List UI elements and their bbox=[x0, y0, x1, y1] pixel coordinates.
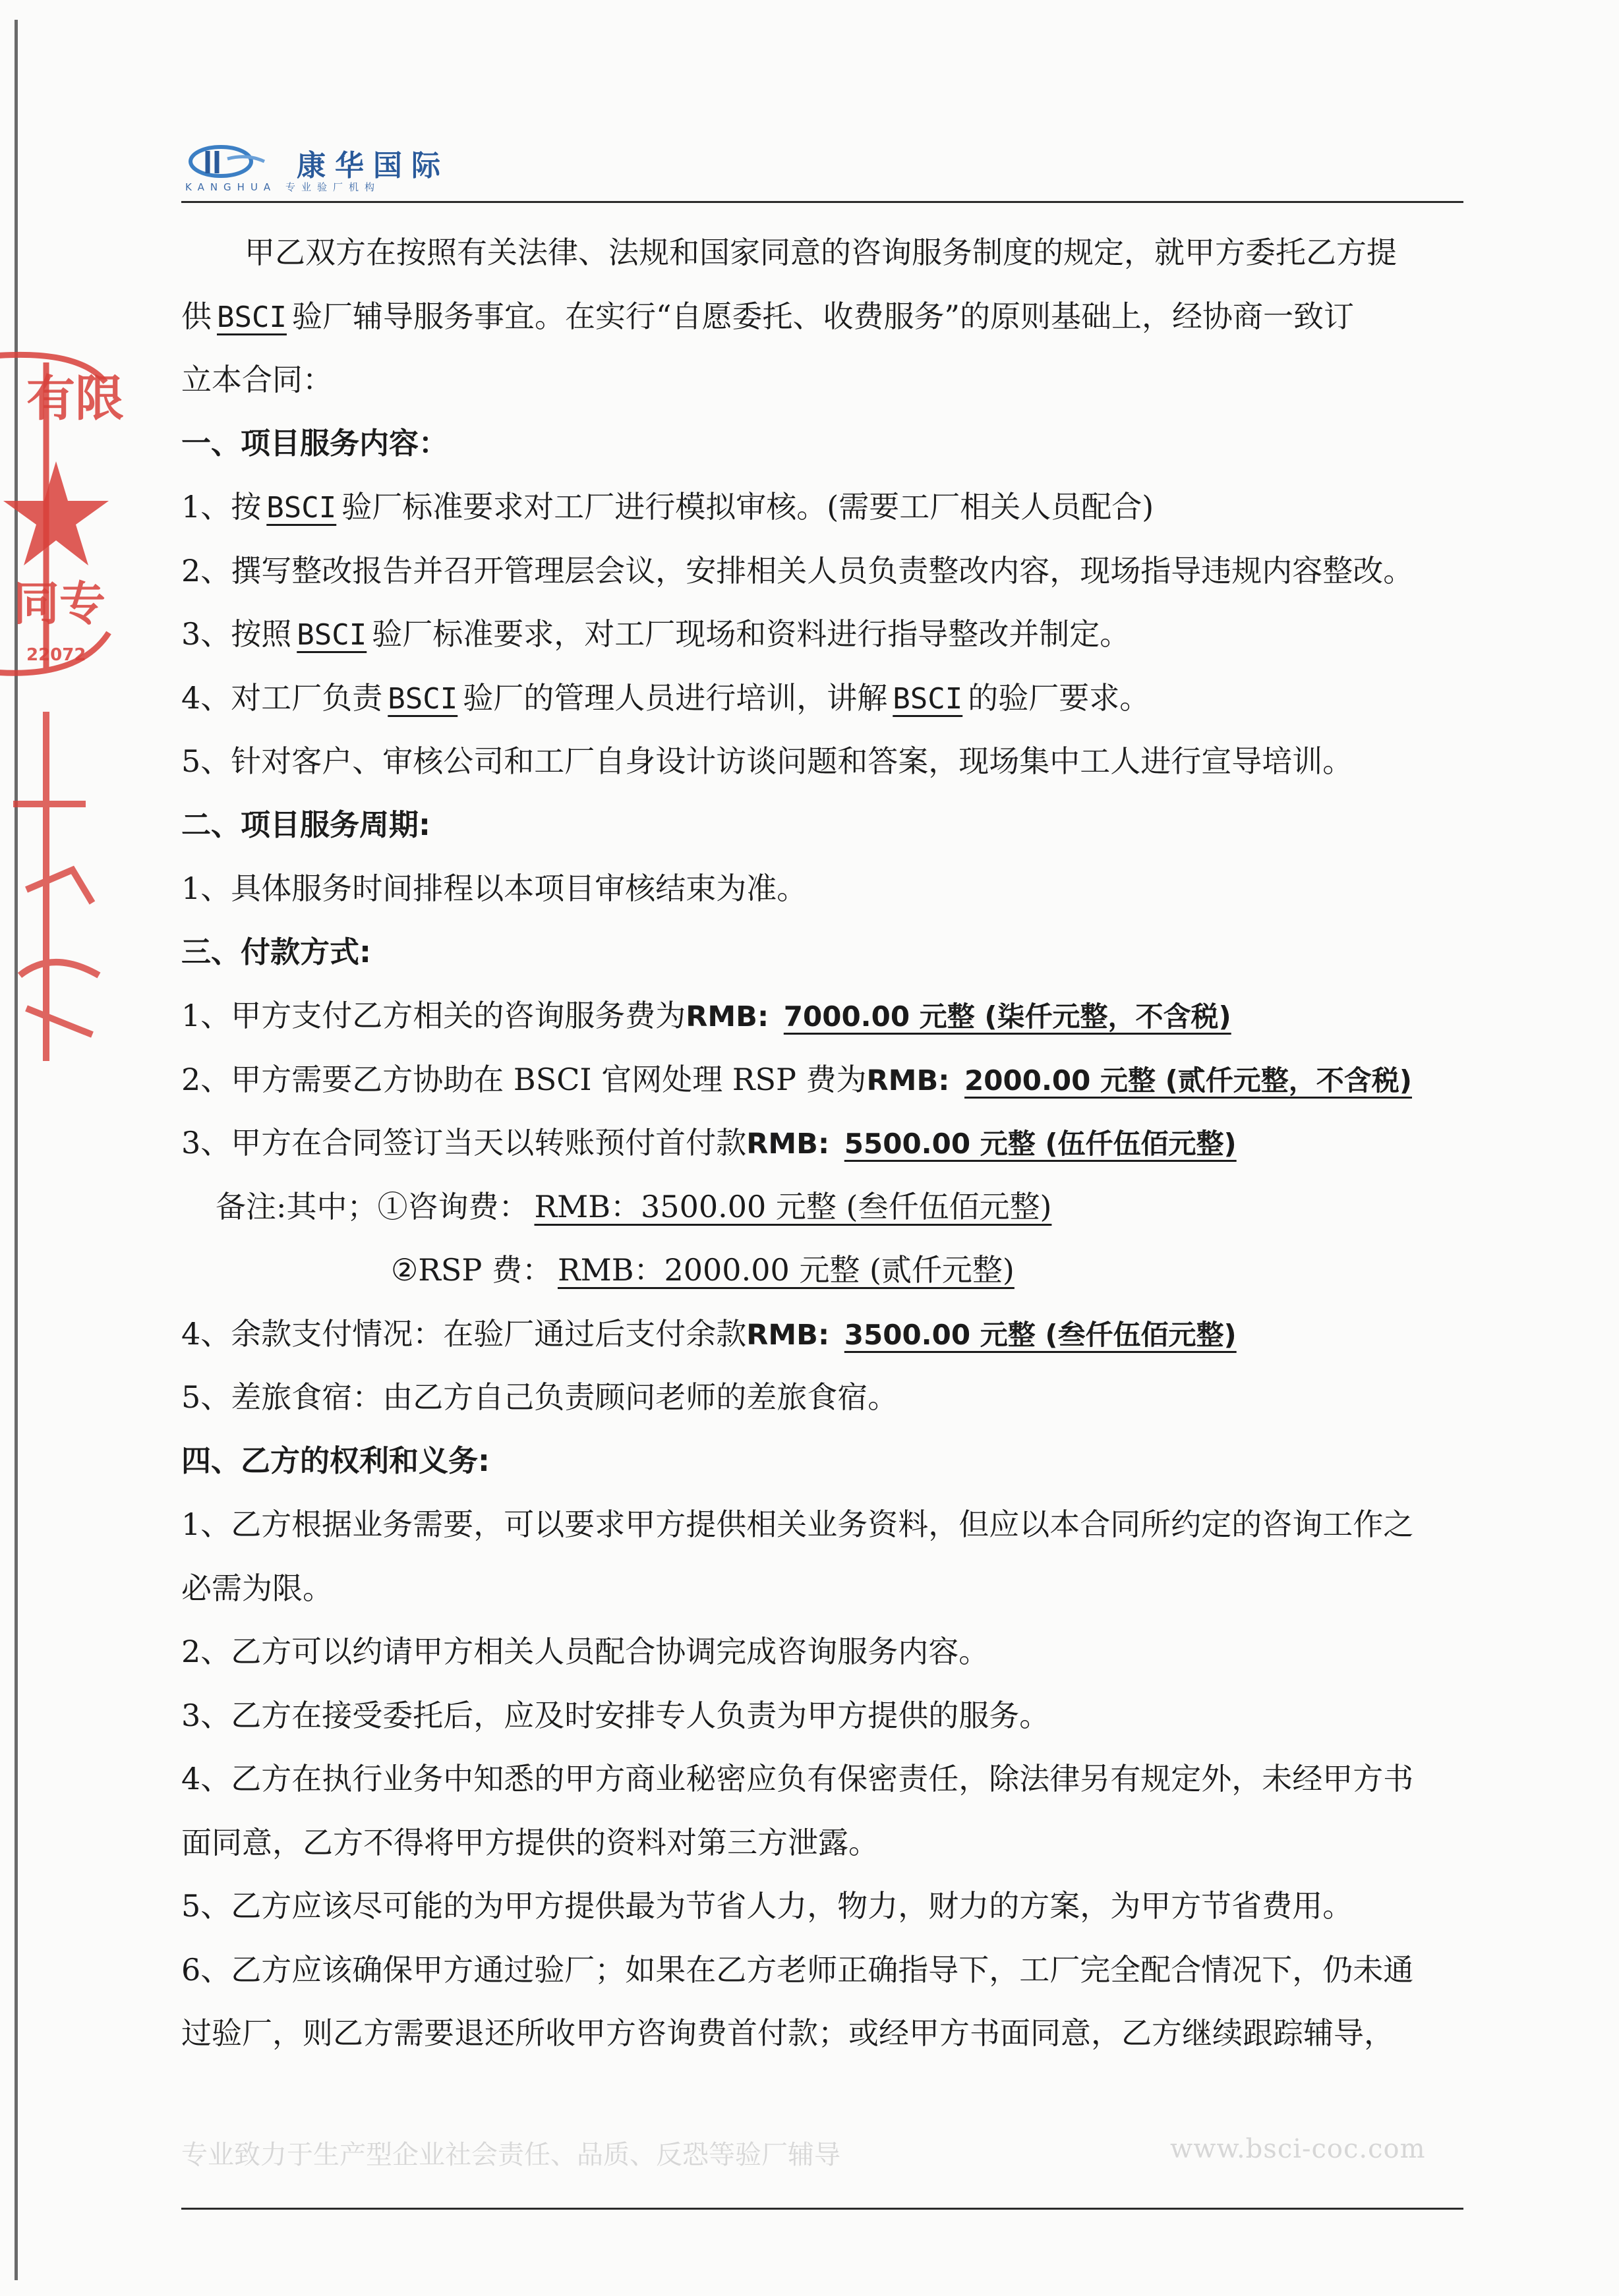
company-tagline: KANGHUA 专业验厂机构 bbox=[185, 181, 380, 193]
payment-note-rsp: ②RSP 费： RMB：2000.00 元整 (贰仟元整) bbox=[181, 1238, 1463, 1302]
payment-item-1: 1、甲方支付乙方相关的咨询服务费为RMB: 7000.00 元整 (柒仟元整，不含税) bbox=[181, 984, 1463, 1048]
standard-name: BSCI bbox=[217, 300, 287, 334]
rights-item-4-line-2: 面同意，乙方不得将甲方提供的资料对第三方泄露。 bbox=[181, 1824, 879, 1860]
payment-amount: RMB：3500.00 元整 (叁仟伍佰元整) bbox=[534, 1188, 1052, 1224]
seal-text-top: 有限 bbox=[26, 370, 124, 427]
seal-star-icon bbox=[3, 461, 109, 565]
rights-item-4-line-1: 4、乙方在执行业务中知悉的甲方商业秘密应负有保密责任，除法律另有规定外，未经甲方书 bbox=[181, 1761, 1414, 1796]
period-item-1: 1、具体服务时间排程以本项目审核结束为准。 bbox=[181, 871, 808, 906]
rights-item-1-line-1: 1、乙方根据业务需要，可以要求甲方提供相关业务资料，但应以本合同所约定的咨询工作之 bbox=[181, 1507, 1414, 1542]
section-title-payment: 三、付款方式: bbox=[181, 934, 371, 969]
payment-amount: RMB：2000.00 元整 (贰仟元整) bbox=[557, 1252, 1015, 1288]
company-name: 康华国际 bbox=[297, 149, 450, 183]
footer-divider bbox=[181, 2208, 1463, 2210]
contract-body bbox=[181, 221, 1463, 2065]
payment-amount: 7000.00 元整 (柒仟元整，不含税) bbox=[783, 1000, 1231, 1033]
header-divider bbox=[181, 201, 1463, 203]
intro-line-2: 供 BSCI 验厂辅导服务事宜。在实行“自愿委托、收费服务”的原则基础上，经协商一致订 bbox=[181, 298, 1355, 334]
standard-name: BSCI bbox=[266, 491, 337, 525]
seal-code: 22072 bbox=[26, 645, 86, 665]
red-company-seal bbox=[0, 343, 132, 1081]
payment-amount: 3500.00 元整 (叁仟伍佰元整) bbox=[844, 1318, 1237, 1351]
payment-item-2: 2、甲方需要乙方协助在 BSCI 官网处理 RSP 费为RMB: 2000.00 元整 (贰仟元整，不含税) bbox=[181, 1048, 1463, 1112]
service-item-5: 5、针对客户、审核公司和工厂自身设计访谈问题和答案，现场集中工人进行宣导培训。 bbox=[181, 743, 1353, 779]
seal-text-mid: 同专 bbox=[13, 577, 105, 631]
payment-item-5: 5、差旅食宿：由乙方自己负责顾问老师的差旅食宿。 bbox=[181, 1379, 898, 1415]
section-title-service-content: 一、项目服务内容： bbox=[181, 425, 449, 461]
letterhead bbox=[181, 142, 1460, 201]
rights-item-6-line-2: 过验厂，则乙方需要退还所收甲方咨询费首付款；或经甲方书面同意，乙方继续跟踪辅导， bbox=[181, 2015, 1394, 2051]
footer-website: www.bsci-coc.com bbox=[1170, 2134, 1426, 2164]
standard-name: BSCI bbox=[388, 681, 458, 716]
service-item-2: 2、撰写整改报告并召开管理层会议，安排相关人员负责整改内容，现场指导违规内容整改。 bbox=[181, 552, 1414, 588]
payment-item-4: 4、余款支付情况：在验厂通过后支付余款RMB: 3500.00 元整 (叁仟伍佰元整) bbox=[181, 1302, 1463, 1366]
service-item-1: 1、按 BSCI 验厂标准要求对工厂进行模拟审核。(需要工厂相关人员配合) bbox=[181, 489, 1154, 525]
payment-amount: 5500.00 元整 (伍仟伍佰元整) bbox=[844, 1128, 1237, 1160]
section-title-service-period: 二、项目服务周期: bbox=[181, 807, 430, 842]
rights-item-2: 2、乙方可以约请甲方相关人员配合协调完成咨询服务内容。 bbox=[181, 1634, 989, 1669]
rights-item-5: 5、乙方应该尽可能的为甲方提供最为节省人力，物力，财力的方案，为甲方节省费用。 bbox=[181, 1888, 1353, 1924]
intro-line-1: 甲乙双方在按照有关法律、法规和国家同意的咨询服务制度的规定，就甲方委托乙方提 bbox=[245, 235, 1397, 270]
footer-slogan: 专业致力于生产型企业社会责任、品质、反恐等验厂辅导 bbox=[181, 2140, 840, 2170]
service-item-3: 3、按照 BSCI 验厂标准要求，对工厂现场和资料进行指导整改并制定。 bbox=[181, 616, 1131, 652]
rights-item-1-line-2: 必需为限。 bbox=[181, 1570, 333, 1606]
section-title-rights-obligations: 四、乙方的权利和义务: bbox=[181, 1443, 490, 1478]
payment-item-3: 3、甲方在合同签订当天以转账预付首付款RMB: 5500.00 元整 (伍仟伍佰元整) bbox=[181, 1111, 1463, 1175]
standard-name: BSCI bbox=[297, 618, 367, 652]
payment-note-consulting: 备注:其中；①咨询费： RMB：3500.00 元整 (叁仟伍佰元整) bbox=[181, 1175, 1463, 1239]
service-item-4: 4、对工厂负责 BSCI 验厂的管理人员进行培训，讲解 BSCI 的验厂要求。 bbox=[181, 679, 1150, 716]
payment-amount: 2000.00 元整 (贰仟元整，不含税) bbox=[964, 1064, 1412, 1097]
rights-item-3: 3、乙方在接受委托后，应及时安排专人负责为甲方提供的服务。 bbox=[181, 1697, 1050, 1733]
rights-item-6-line-1: 6、乙方应该确保甲方通过验厂；如果在乙方老师正确指导下，工厂完全配合情况下，仍未通 bbox=[181, 1951, 1414, 1988]
intro-line-3: 立本合同： bbox=[181, 362, 333, 397]
standard-name: BSCI bbox=[893, 681, 963, 716]
